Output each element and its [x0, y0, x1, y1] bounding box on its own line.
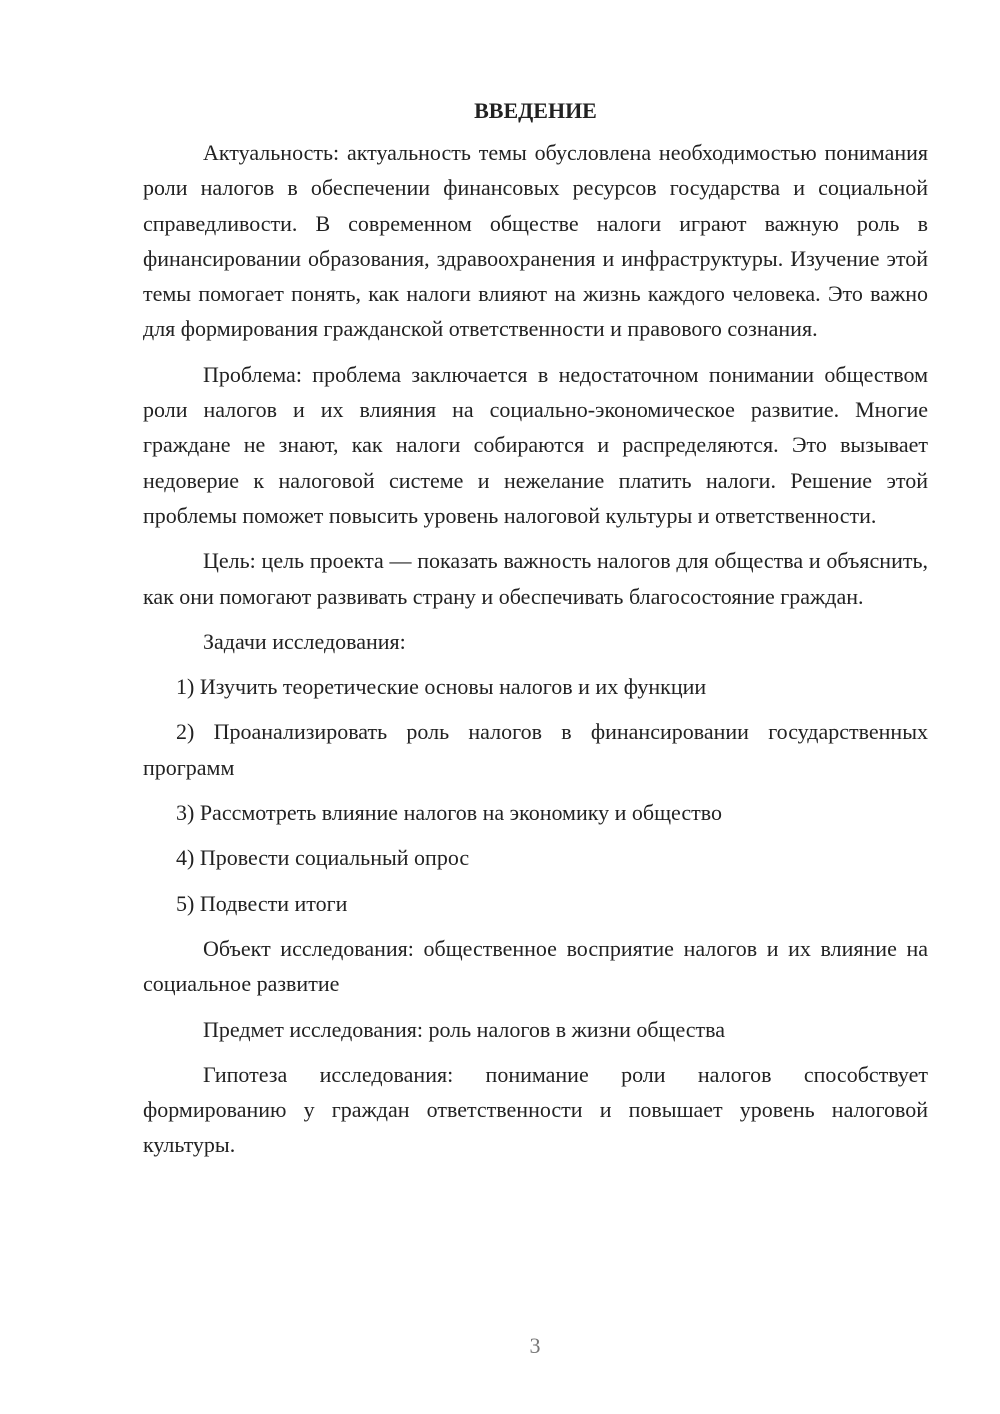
hypothesis-paragraph: Гипотеза исследования: понимание роли налогов способствует формированию у граждан ответственности и повышает уровень налоговой культуры.	[143, 1061, 928, 1158]
subject-paragraph: Предмет исследования: роль налогов в жизни общества	[203, 1016, 726, 1042]
tasks-heading: Задачи исследования:	[203, 628, 406, 654]
task-item: 1) Изучить теоретические основы налогов и их функции	[176, 674, 707, 700]
relevance-paragraph: Актуальность: актуальность темы обусловлена необходимостью понимания роли налогов в обеспечении финансовых ресурсов государства и социальной справедливости. В современном обществе налоги играют важную роль в финансировании образования, здравоохранения и инфраструктуры. Изучение этой темы помогает понять, как налоги влияют на жизнь каждого человека. Это важно для формирования гражданской ответственности и правового сознания.	[143, 140, 928, 342]
task-item: 5) Подвести итоги	[176, 890, 348, 916]
page-number: 3	[529, 1333, 541, 1358]
goal-paragraph: Цель: цель проекта — показать важность налогов для общества и объяснить, как они помогают развивать страну и обеспечивать благосостояние граждан.	[143, 548, 928, 609]
object-paragraph: Объект исследования: общественное восприятие налогов и их влияние на социальное развитие	[143, 935, 928, 997]
section-title: ВВЕДЕНИЕ	[474, 98, 597, 123]
document-page	[143, 95, 928, 1173]
task-item: 3) Рассмотреть влияние налогов на экономику и общество	[176, 800, 722, 826]
task-item: 4) Провести социальный опрос	[176, 845, 470, 871]
problem-paragraph: Проблема: проблема заключается в недостаточном понимании обществом роли налогов и их влияния на социально-экономическое развитие. Многие граждане не знают, как налоги собираются и распределяются. Это вызывает недоверие к налоговой системе и нежелание платить налоги. Решение этой проблемы поможет повысить уровень налоговой культуры и ответственности.	[143, 361, 928, 528]
task-item: 2) Проанализировать роль налогов в финансировании государственных программ	[143, 719, 928, 780]
